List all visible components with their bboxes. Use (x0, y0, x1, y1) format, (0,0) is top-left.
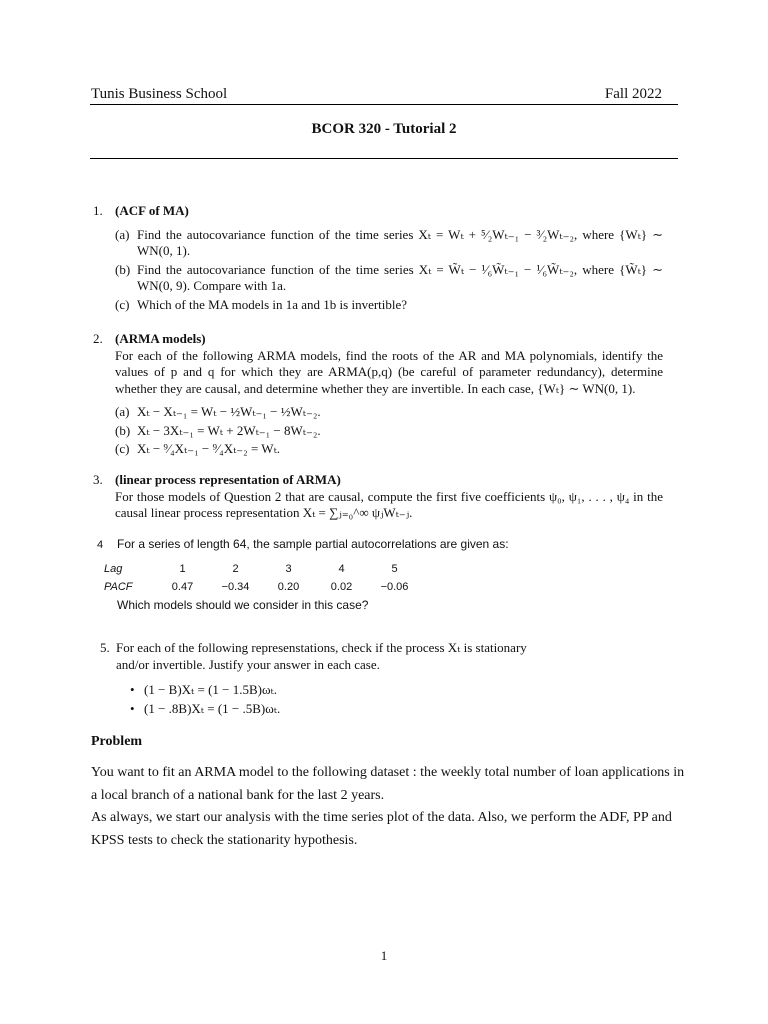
item-text: Xₜ − 3Xₜ₋₁ = Wₜ + 2Wₜ₋₁ − 8Wₜ₋₂. (137, 422, 321, 438)
question-2-intro: For each of the following ARMA models, find the roots of the AR and MA polynomials, identify the values of p and q for which they are ARMA(p,q) (be careful of parameter redundancy), determine whether they are causal, and determine whether they are invertible. In each case, {Wₜ} ∼ WN(0, 1). (115, 347, 663, 396)
question-2c (115, 441, 663, 458)
bullet-text: (1 − B)Xₜ = (1 − 1.5B)ωₜ. (144, 682, 278, 697)
question-3-number: 3. (93, 472, 103, 487)
question-2-title: (ARMA models) (115, 331, 206, 346)
item-text: Xₜ − Xₜ₋₁ = Wₜ − ½Wₜ₋₁ − ½Wₜ₋₂. (137, 404, 321, 419)
pacf-cell: 0.47 (171, 581, 194, 593)
table-row (104, 560, 421, 578)
question-4-text: For a series of length 64, the sample partial autocorrelations are given as: (117, 537, 509, 551)
lag-cell: 4 (338, 563, 345, 575)
question-2a (115, 404, 663, 421)
question-1c (115, 297, 663, 314)
lag-cell: 3 (285, 563, 292, 575)
problem-paragraph-2: As always, we start our analysis with the time series plot of the data. Also, we perform the ADF, PP and KPSS tests to check the stationarity hypothesis. (91, 810, 672, 848)
lag-row-label: Lag (104, 563, 123, 575)
bullet-icon: • (130, 701, 135, 716)
bullet-text: (1 − .8B)Xₜ = (1 − .5B)ωₜ. (144, 701, 281, 716)
question-5-number: 5. (100, 640, 110, 655)
item-label: (a) (115, 404, 130, 419)
problem-heading: Problem (91, 734, 143, 749)
pacf-cell: −0.34 (221, 581, 250, 593)
page-number: 1 (380, 948, 388, 963)
question-2b (115, 423, 663, 440)
question-1b (115, 262, 663, 295)
item-label: (c) (115, 296, 130, 312)
list-item (130, 680, 280, 699)
item-label: (b) (115, 422, 131, 438)
lag-cell: 2 (232, 563, 239, 575)
item-label: (b) (115, 261, 131, 277)
bullet-icon: • (130, 682, 135, 697)
lag-cell: 5 (391, 563, 398, 575)
item-text: Which of the MA models in 1a and 1b is invertible? (137, 296, 408, 312)
question-3-title: (linear process representation of ARMA) (115, 472, 341, 487)
question-2-number: 2. (93, 331, 103, 346)
lag-cell: 1 (179, 563, 186, 575)
header-rule (90, 104, 678, 105)
table-row (104, 578, 421, 596)
question-3-text: For those models of Question 2 that are causal, compute the first five coefficients ψ₀, ψ₁, . . . , ψ₄ in the causal linear process representation Xₜ = ∑ⱼ₌₀^∞ ψⱼWₜ₋ⱼ. (115, 488, 663, 520)
question-5 (100, 640, 560, 673)
pacf-table (104, 560, 421, 596)
question-3 (93, 472, 663, 522)
question-5-text: For each of the following represenstations, check if the process Xₜ is stationary and/or invertible. Justify your answer in each case. (116, 640, 527, 672)
item-label: (a) (115, 226, 130, 242)
pacf-cell: −0.06 (380, 581, 409, 593)
pacf-cell: 0.02 (330, 581, 353, 593)
question-4-number: 4 (97, 539, 104, 551)
question-1 (93, 203, 663, 315)
item-text: Find the autocovariance function of the time series Xₜ = W̃ₜ − ¹⁄₆W̃ₜ₋₁ − ¹⁄₆W̃ₜ₋₂, where {W̃ₜ} ∼ WN(0, 9). Compare with 1a. (137, 261, 663, 293)
question-1-number: 1. (93, 203, 103, 218)
problem-paragraph-1: You want to fit an ARMA model to the following dataset : the weekly total number of loan applications in a local branch of a national bank for the last 2 years. (91, 765, 685, 803)
question-4 (97, 537, 667, 551)
item-text: Find the autocovariance function of the time series Xₜ = Wₜ + ⁵⁄₂Wₜ₋₁ − ³⁄₂Wₜ₋₂, where {Wₜ} ∼ WN(0, 1). (137, 226, 663, 258)
question-1a (115, 227, 663, 260)
list-item (130, 699, 280, 718)
question-2 (93, 331, 663, 460)
pacf-cell: 0.20 (277, 581, 300, 593)
header-institution: Tunis Business School (91, 86, 228, 102)
question-5-bullets (130, 680, 280, 718)
question-4-question: Which models should we consider in this case? (117, 598, 369, 612)
pacf-row-label: PACF (104, 581, 133, 593)
question-1-title: (ACF of MA) (115, 203, 189, 218)
header-term: Fall 2022 (604, 86, 662, 102)
item-text: Xₜ − ⁹⁄₄Xₜ₋₁ − ⁹⁄₄Xₜ₋₂ = Wₜ. (137, 441, 281, 456)
item-label: (c) (115, 441, 130, 456)
document-title: BCOR 320 - Tutorial 2 (311, 121, 457, 137)
title-rule (90, 158, 678, 159)
problem-body (91, 762, 691, 852)
